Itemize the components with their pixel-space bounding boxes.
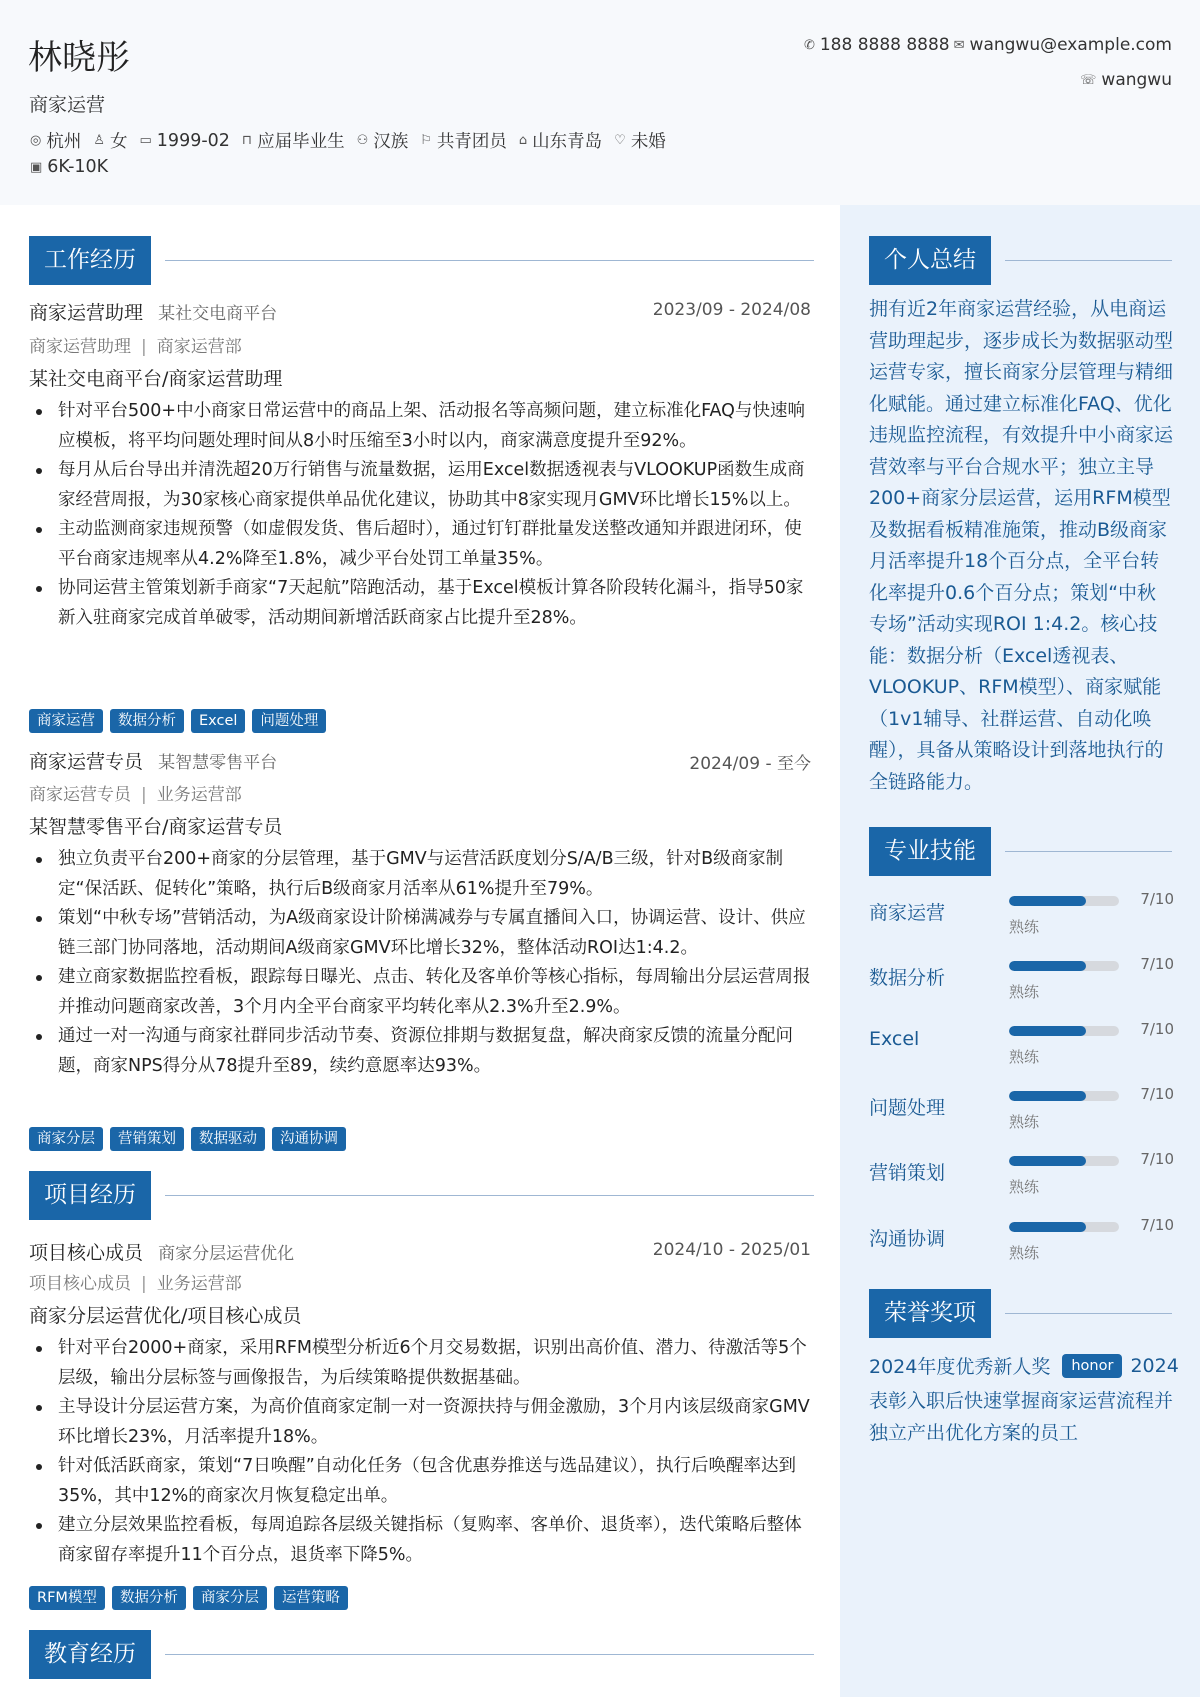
list-item: 建立商家数据监控看板，跟踪每日曝光、点击、转化及客单价等核心指标，每周输出分层运营周报并推动问题商家改善，3个月内全平台商家平均转化率从2.3%升至2.9%。 — [58, 963, 814, 1022]
skill-tag: 数据分析 — [112, 1586, 186, 1610]
skill-bar — [1009, 1026, 1119, 1036]
personal-info-row — [30, 128, 678, 153]
project-tags — [29, 1586, 355, 1610]
briefcase-icon: ⊓ — [241, 133, 253, 148]
salary-row — [30, 157, 108, 177]
mail-icon: ✉ — [953, 37, 965, 53]
skill-level: 熟练 — [1009, 1244, 1040, 1262]
info-gender: ♙ 女 — [93, 132, 128, 152]
skill-level: 熟练 — [1009, 1178, 1040, 1196]
list-item: 主导设计分层运营方案，为高价值商家定制一对一资源扶持与佣金激励，3个月内该层级商家GMV环比增长23%，月活率提升18%。 — [58, 1393, 814, 1452]
skill-bar — [1009, 1091, 1119, 1101]
skill-bar-fill — [1009, 896, 1086, 906]
list-item: 针对平台500+中小商家日常运营中的商品上架、活动报名等高频问题，建立标准化FAQ与快速响应模板，将平均问题处理时间从8小时压缩至3小时以内，商家满意度提升至92%。 — [58, 397, 814, 456]
project-date: 2024/10 - 2025/01 — [652, 1240, 811, 1260]
salary-text: 6K-10K — [47, 157, 109, 177]
skill-item — [869, 890, 1174, 946]
skill-tag: 问题处理 — [252, 709, 326, 733]
skill-name: 沟通协调 — [869, 1228, 946, 1250]
list-item: 协同运营主管策划新手商家“7天起航”陪跑活动，基于Excel模板计算各阶段转化漏斗，指导50家新入驻商家完成首单破零，活动期间新增活跃商家占比提升至28%。 — [58, 574, 814, 633]
skill-score: 7/10 — [1140, 1085, 1174, 1103]
people-icon: ⚇ — [356, 133, 369, 148]
skill-name: 营销策划 — [869, 1162, 946, 1184]
skill-name: 数据分析 — [869, 967, 946, 989]
section-divider — [165, 1195, 814, 1196]
job-tags — [29, 1127, 353, 1151]
skill-item — [869, 1085, 1174, 1141]
skill-bar-fill — [1009, 1091, 1086, 1101]
section-divider — [1005, 851, 1172, 852]
job-company: 某智慧零售平台 — [158, 753, 278, 773]
skill-tag: Excel — [191, 709, 245, 733]
section-work — [29, 236, 814, 285]
list-item: 针对平台2000+商家，采用RFM模型分析近6个月交易数据，识别出高价值、潜力、待激活等5个层级，输出分层标签与画像报告，为后续策略提供数据基础。 — [58, 1334, 814, 1393]
wechat-line — [1080, 70, 1172, 90]
skill-tag: 沟通协调 — [272, 1127, 346, 1151]
skill-item — [869, 1150, 1174, 1206]
skill-tag: 运营策略 — [274, 1586, 348, 1610]
section-title: 个人总结 — [869, 236, 991, 285]
section-divider — [165, 260, 814, 261]
skill-tag: 商家分层 — [29, 1127, 103, 1151]
location-icon: ◎ — [30, 133, 42, 148]
list-item: 针对低活跃商家，策划“7日唤醒”自动化任务（包含优惠券推送与选品建议），执行后唤醒率达到35%，其中12%的商家次月恢复稳定出单。 — [58, 1452, 814, 1511]
list-item: 通过一对一沟通与商家社群同步活动节奏、资源位排期与数据复盘，解决商家反馈的流量分配问题，商家NPS得分从78提升至89，续约意愿率达93%。 — [58, 1022, 814, 1081]
skill-tag: 数据分析 — [110, 709, 184, 733]
skill-tag: 营销策划 — [110, 1127, 184, 1151]
skill-level: 熟练 — [1009, 1113, 1040, 1131]
job-position: 商家运营助理 — [29, 302, 144, 324]
skill-bar — [1009, 1156, 1119, 1166]
job-subline: 商家运营专员 | 业务运营部 — [29, 785, 242, 805]
section-title: 专业技能 — [869, 827, 991, 876]
money-icon: ▣ — [30, 159, 43, 175]
section-title: 教育经历 — [29, 1630, 151, 1679]
project-role-title: 项目核心成员 — [29, 1242, 144, 1264]
skill-level: 熟练 — [1009, 918, 1040, 936]
skill-score: 7/10 — [1140, 1216, 1174, 1234]
job-subline: 商家运营助理 | 商家运营部 — [29, 337, 242, 357]
skill-item — [869, 1216, 1174, 1272]
skill-bar — [1009, 1222, 1119, 1232]
skill-score: 7/10 — [1140, 955, 1174, 973]
section-project — [29, 1171, 814, 1220]
project-subline: 项目核心成员 | 业务运营部 — [29, 1274, 242, 1294]
info-hometown: ⌂ 山东青岛 — [518, 132, 603, 152]
job-bullets — [58, 397, 814, 633]
skill-name: 商家运营 — [869, 902, 946, 924]
list-item: 策划“中秋专场”营销活动，为A级商家设计阶梯满减券与专属直播间入口，协调运营、设计、供应链三部门协同落地，活动期间A级商家GMV环比增长32%，整体活动ROI达1:4.2。 — [58, 904, 814, 963]
project-bullets — [58, 1334, 814, 1570]
skill-score: 7/10 — [1140, 1150, 1174, 1168]
job-date: 2024/09 - 至今 — [689, 754, 811, 774]
skill-tag: 数据驱动 — [191, 1127, 265, 1151]
skill-level: 熟练 — [1009, 983, 1040, 1001]
job-date: 2023/09 - 2024/08 — [652, 300, 811, 320]
heart-icon: ♡ — [614, 133, 626, 148]
info-political: ⚐ 共青团员 — [420, 132, 507, 152]
email-text[interactable]: wangwu@example.com — [969, 35, 1172, 55]
skill-tag: 商家分层 — [193, 1586, 267, 1610]
resume-header — [0, 0, 1200, 205]
skill-bar — [1009, 896, 1119, 906]
job-header — [29, 747, 811, 774]
info-ethnicity: ⚇ 汉族 — [356, 132, 409, 152]
flag-icon: ⚐ — [420, 133, 432, 148]
skill-score: 7/10 — [1140, 890, 1174, 908]
skill-score: 7/10 — [1140, 1020, 1174, 1038]
section-summary — [869, 236, 1172, 285]
job-role: 某智慧零售平台/商家运营专员 — [29, 816, 283, 838]
candidate-name: 林晓彤 — [28, 38, 130, 78]
skill-bar-fill — [1009, 1222, 1086, 1232]
project-name: 商家分层运营优化 — [158, 1244, 295, 1264]
award-item — [869, 1352, 1179, 1379]
project-header — [29, 1238, 811, 1265]
award-badge: honor — [1062, 1354, 1122, 1378]
contact-line — [804, 35, 1172, 55]
list-item: 主动监测商家违规预警（如虚假发货、售后超时），通过钉钉群批量发送整改通知并跟进闭环，使平台商家违规率从4.2%降至1.8%，减少平台处罚工单量35%。 — [58, 515, 814, 574]
skill-bar — [1009, 961, 1119, 971]
award-year: 2024 — [1130, 1354, 1179, 1377]
job-role: 某社交电商平台/商家运营助理 — [29, 368, 283, 390]
award-name: 2024年度优秀新人奖 — [869, 1356, 1051, 1378]
award-description: 表彰入职后快速掌握商家运营流程并独立产出优化方案的员工 — [869, 1390, 1174, 1444]
section-title: 工作经历 — [29, 236, 151, 285]
summary-text: 拥有近2年商家运营经验，从电商运营助理起步，逐步成长为数据驱动型运营专家，擅长商家分层管理与精细化赋能。通过建立标准化FAQ、优化违规监控流程，有效提升中小商家运营效率与平台合规水平；独立主导200+商家分层运营，运用RFM模型及数据看板精准施策，推动B级商家月活率提升18个百分点，全平台转化率提升0.6个百分点；策划“中秋专场”活动实现ROI 1:4.2。核心技能：数据分析（Excel透视表、VLOOKUP、RFM模型）、商家赋能（1v1辅导、社群运营、自动化唤醒），具备从策略设计到落地执行的全链路能力。 — [869, 298, 1174, 793]
person-icon: ♙ — [93, 133, 105, 148]
section-divider — [1005, 1313, 1172, 1314]
skill-bar-fill — [1009, 1156, 1086, 1166]
section-divider — [1005, 260, 1172, 261]
section-title: 项目经历 — [29, 1171, 151, 1220]
list-item: 每月从后台导出并清洗超20万行销售与流量数据，运用Excel数据透视表与VLOOKUP函数生成商家经营周报，为30家核心商家提供单品优化建议，协助其中8家实现月GMV环比增长15%以上。 — [58, 456, 814, 515]
section-awards — [869, 1289, 1172, 1338]
list-item: 独立负责平台200+商家的分层管理，基于GMV与运营活跃度划分S/A/B三级，针对B级商家制定“保活跃、促转化”策略，执行后B级商家月活率从61%提升至79%。 — [58, 845, 814, 904]
skill-bar-fill — [1009, 961, 1086, 971]
section-divider — [165, 1654, 814, 1655]
info-status: ⊓ 应届毕业生 — [241, 132, 345, 152]
info-marital: ♡ 未婚 — [614, 132, 666, 152]
skill-item — [869, 1020, 1174, 1076]
skill-name: Excel — [869, 1028, 920, 1050]
wechat-icon: ☏ — [1080, 72, 1097, 88]
skill-tag: 商家运营 — [29, 709, 103, 733]
home-icon: ⌂ — [518, 133, 528, 148]
section-education — [29, 1630, 814, 1679]
phone-icon: ✆ — [803, 37, 815, 53]
list-item: 建立分层效果监控看板，每周追踪各层级关键指标（复购率、客单价、退货率），迭代策略后整体商家留存率提升11个百分点，退货率下降5%。 — [58, 1511, 814, 1570]
skill-name: 问题处理 — [869, 1097, 946, 1119]
skill-item — [869, 955, 1174, 1011]
project-role: 商家分层运营优化/项目核心成员 — [29, 1305, 302, 1327]
job-bullets — [58, 845, 814, 1081]
calendar-icon: ▭ — [139, 133, 152, 148]
job-title: 商家运营 — [29, 94, 106, 116]
job-position: 商家运营专员 — [29, 751, 144, 773]
section-title: 荣誉奖项 — [869, 1289, 991, 1338]
info-city: ◎ 杭州 — [30, 132, 82, 152]
job-header — [29, 298, 811, 325]
skill-bar-fill — [1009, 1026, 1086, 1036]
job-company: 某社交电商平台 — [158, 304, 278, 324]
skill-tag: RFM模型 — [29, 1586, 105, 1610]
info-birth: ▭ 1999-02 — [139, 130, 230, 151]
section-skills — [869, 827, 1172, 876]
phone-text[interactable]: 188 8888 8888 — [819, 35, 950, 55]
job-tags — [29, 709, 333, 733]
skill-level: 熟练 — [1009, 1048, 1040, 1066]
wechat-text[interactable]: wangwu — [1101, 70, 1172, 90]
